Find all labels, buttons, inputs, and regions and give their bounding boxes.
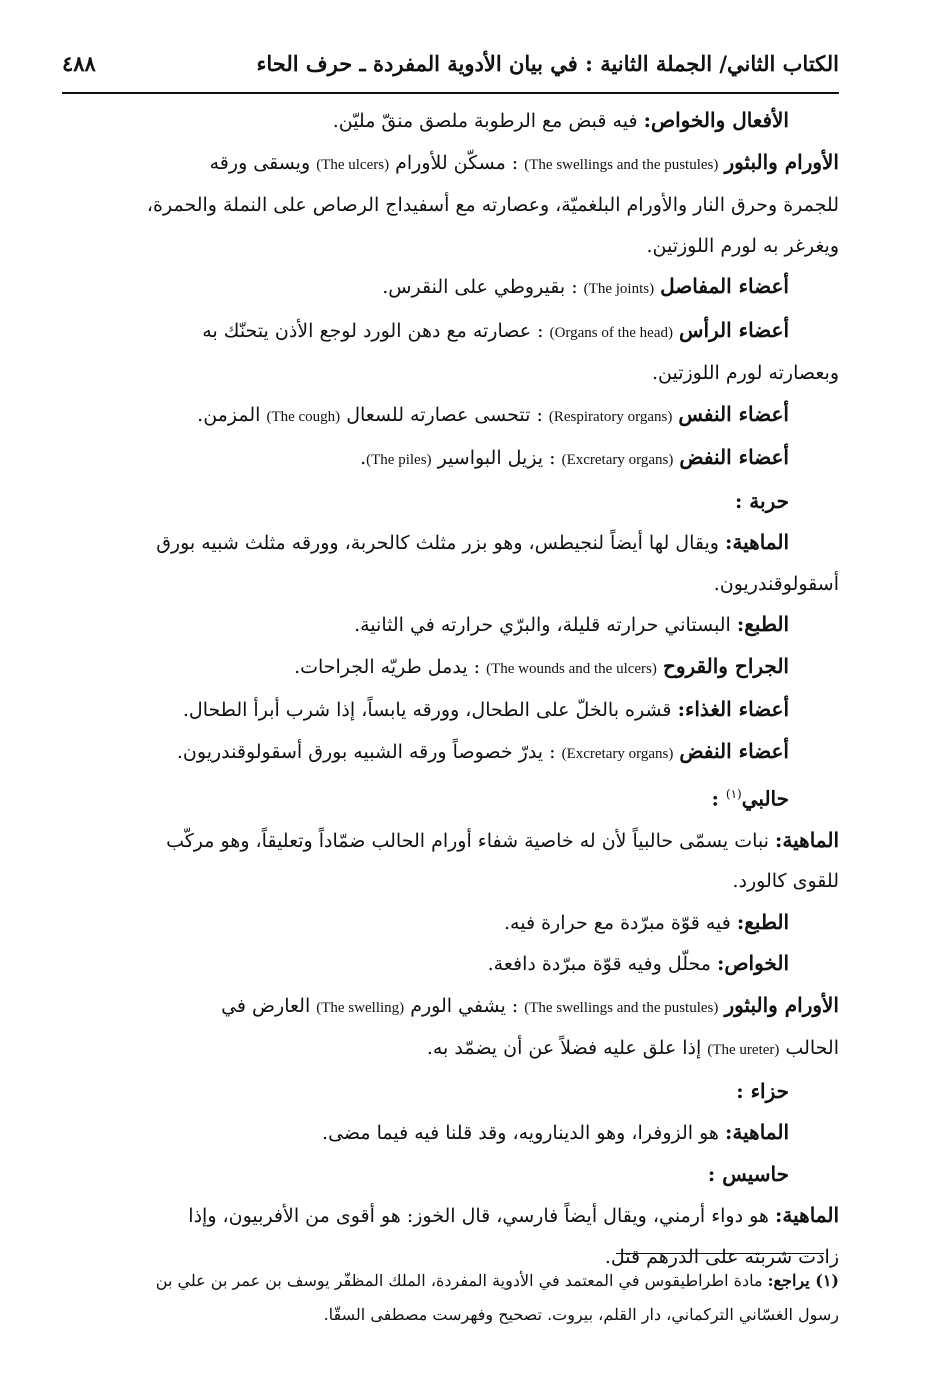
english-gloss: (Excretary organs) [561,745,674,762]
running-title: الكتاب الثاني/ الجملة الثانية : في بيان الأدوية المفردة ـ حرف الحاء [256,50,839,76]
text-span: هو الزوفرا، وهو الدينارويه، وقد قلنا فيه فيما مضى. [322,1122,725,1145]
section-term: أعضاء النفض [679,445,789,469]
english-gloss: (Excretary organs) [561,452,674,468]
section-term: الخواص: [716,951,789,976]
text-line [62,226,839,267]
text-span: رسول الغسّاني التركماني، دار القلم، بيروت. تصحيح وفهرست مصطفى السقّا. [323,1305,839,1324]
english-gloss: (The joints) [583,281,655,297]
entry-heading [62,1154,839,1196]
text-span: مادة اطراطيقوس في المعتمد في الأدوية المفردة، الملك المظفّر يوسف بن عمر بن علي بن [155,1271,768,1290]
text-line [62,861,839,902]
english-gloss: (Respiratory organs) [548,408,673,425]
text-line [62,310,839,354]
entry-colon: : [711,786,726,811]
text-line [62,185,839,226]
entry-title: حاسيس : [707,1161,789,1186]
text-line [62,353,839,394]
text-line [62,564,839,605]
text-line [62,820,839,862]
section-term: أعضاء النفس [678,401,789,426]
text-span: نبات يسمّى حالبياً لأن له خاصية شفاء أورام الحالب ضمّاداً وتعليقاً، وهو مركّب [166,829,775,852]
english-gloss: (Organs of the head) [549,324,673,341]
text-span: قشره بالخلّ على الطحال، وورقه يابساً، إذا شرب أبرأ الطحال. [182,699,678,721]
footnote-ref: (١) [725,787,742,801]
section-term: الطبع: [736,612,789,636]
english-gloss: (The wounds and the ulcers) [486,660,657,677]
text-span: فيه قبض مع الرطوبة ملصق منقّ مليّن. [332,110,644,132]
footnote-marker: (١) [815,1271,839,1290]
text-span: فيه قوّة مبرّدة مع حرارة فيه. [504,911,737,934]
text-span: : يدمل طريّه الجراحات. [294,655,487,678]
text-span: ويقال لها أيضاً لنجيطس، وهو بزر مثلث كالحربة، وورقه مثلث شبيه بورق [156,532,725,554]
footnote-line [62,1298,839,1332]
section-term: الماهية: [775,827,839,852]
section-term: الماهية: [775,1203,839,1228]
text-line [62,604,839,646]
text-line [62,985,839,1029]
english-gloss: (The swellings and the pustules) [524,999,719,1016]
text-line [62,100,839,142]
text-line [62,689,839,731]
section-term: أعضاء المفاصل [660,274,789,298]
text-span: للجمرة وحرق النار والأورام البلغميّة، وعصارته مع أسفيداج الرصاص على النملة والحمرة، [146,194,839,216]
entry-title: حالبي [741,786,789,811]
section-term: الماهية: [725,530,789,554]
english-gloss: (The cough) [266,408,341,425]
text-line [62,943,839,985]
section-term: أعضاء النفض [679,738,789,763]
text-span: إذا علق عليه فضلاً عن أن يضمّد به. [426,1037,708,1060]
text-span: . [360,447,367,469]
text-line [62,646,839,690]
page-body [62,100,839,1277]
section-term: الأفعال والخواص: [643,108,789,132]
text-span: محلّل وفيه قوّة مبرّدة دافعة. [487,953,717,976]
text-span: الحالب [779,1037,839,1060]
section-term: الطبع: [736,909,789,934]
text-line [62,142,839,186]
text-span: هو دواء أرمني، ويقال أيضاً فارسي، قال الخوز: هو أقوى من الأفربيون، وإذا [188,1205,775,1228]
text-line [62,1028,839,1071]
section-term: الأورام والبثور [724,992,839,1017]
text-span: : عصارته مع دهن الورد لوجع الأذن يتحنّك به [202,319,550,342]
english-gloss: (The swellings and the pustules) [524,156,719,173]
text-span: ويسقى ورقه [209,151,317,174]
entry-title: حزاء : [736,1078,789,1103]
footnote-rule [616,1253,824,1254]
text-line [62,437,839,481]
text-span: : يزيل البواسير [431,447,562,469]
text-span: للقوى كالورد. [732,870,839,893]
footnote [62,1264,839,1332]
text-line [62,902,839,944]
page-number: ٤٨٨ [62,50,96,76]
entry-heading [62,481,839,523]
text-span: : بقيروطي على النقرس. [382,276,584,298]
section-term: الجراح والقروح [662,653,789,678]
section-term: الماهية: [725,1120,789,1145]
text-span: العارض في [221,994,317,1017]
text-span: : مسكّن للأورام [389,151,525,174]
entry-heading [62,774,839,820]
text-line [62,394,839,438]
text-span: : يدرّ خصوصاً ورقه الشبيه بورق أسقولوقندريون. [176,740,562,763]
english-gloss: (The swelling) [316,999,405,1016]
english-gloss: (The ureter) [707,1042,780,1059]
section-term: الأورام والبثور [724,149,839,174]
text-line [62,522,839,564]
text-line [62,1112,839,1154]
english-gloss: (The ulcers) [316,156,390,173]
text-span: : تتحسى عصارته للسعال [340,403,549,426]
text-span: وبعصارته لورم اللوزتين. [651,362,839,384]
english-gloss: (The piles) [366,452,432,468]
entry-heading [62,1071,839,1113]
text-span: البستاني حرارته قليلة، والبرّي حرارته في الثانية. [354,614,737,636]
text-span: المزمن. [197,403,267,426]
text-span: : يشفي الورم [404,994,525,1017]
footnote-line [62,1264,839,1298]
text-span: زادت شربته على الدرهم قتل. [604,1245,839,1268]
section-term: أعضاء الغذاء: [677,697,789,721]
text-span: ويغرغر به لورم اللوزتين. [646,234,839,257]
section-term: أعضاء الرأس [679,317,789,342]
header-rule [62,92,839,94]
text-line [62,266,839,310]
footnote-label: يراجع: [767,1271,816,1290]
text-span: أسقولوقندريون. [713,572,839,595]
text-line [62,1195,839,1237]
text-line [62,731,839,775]
entry-title: حربة : [734,488,789,513]
page-header [62,38,839,88]
